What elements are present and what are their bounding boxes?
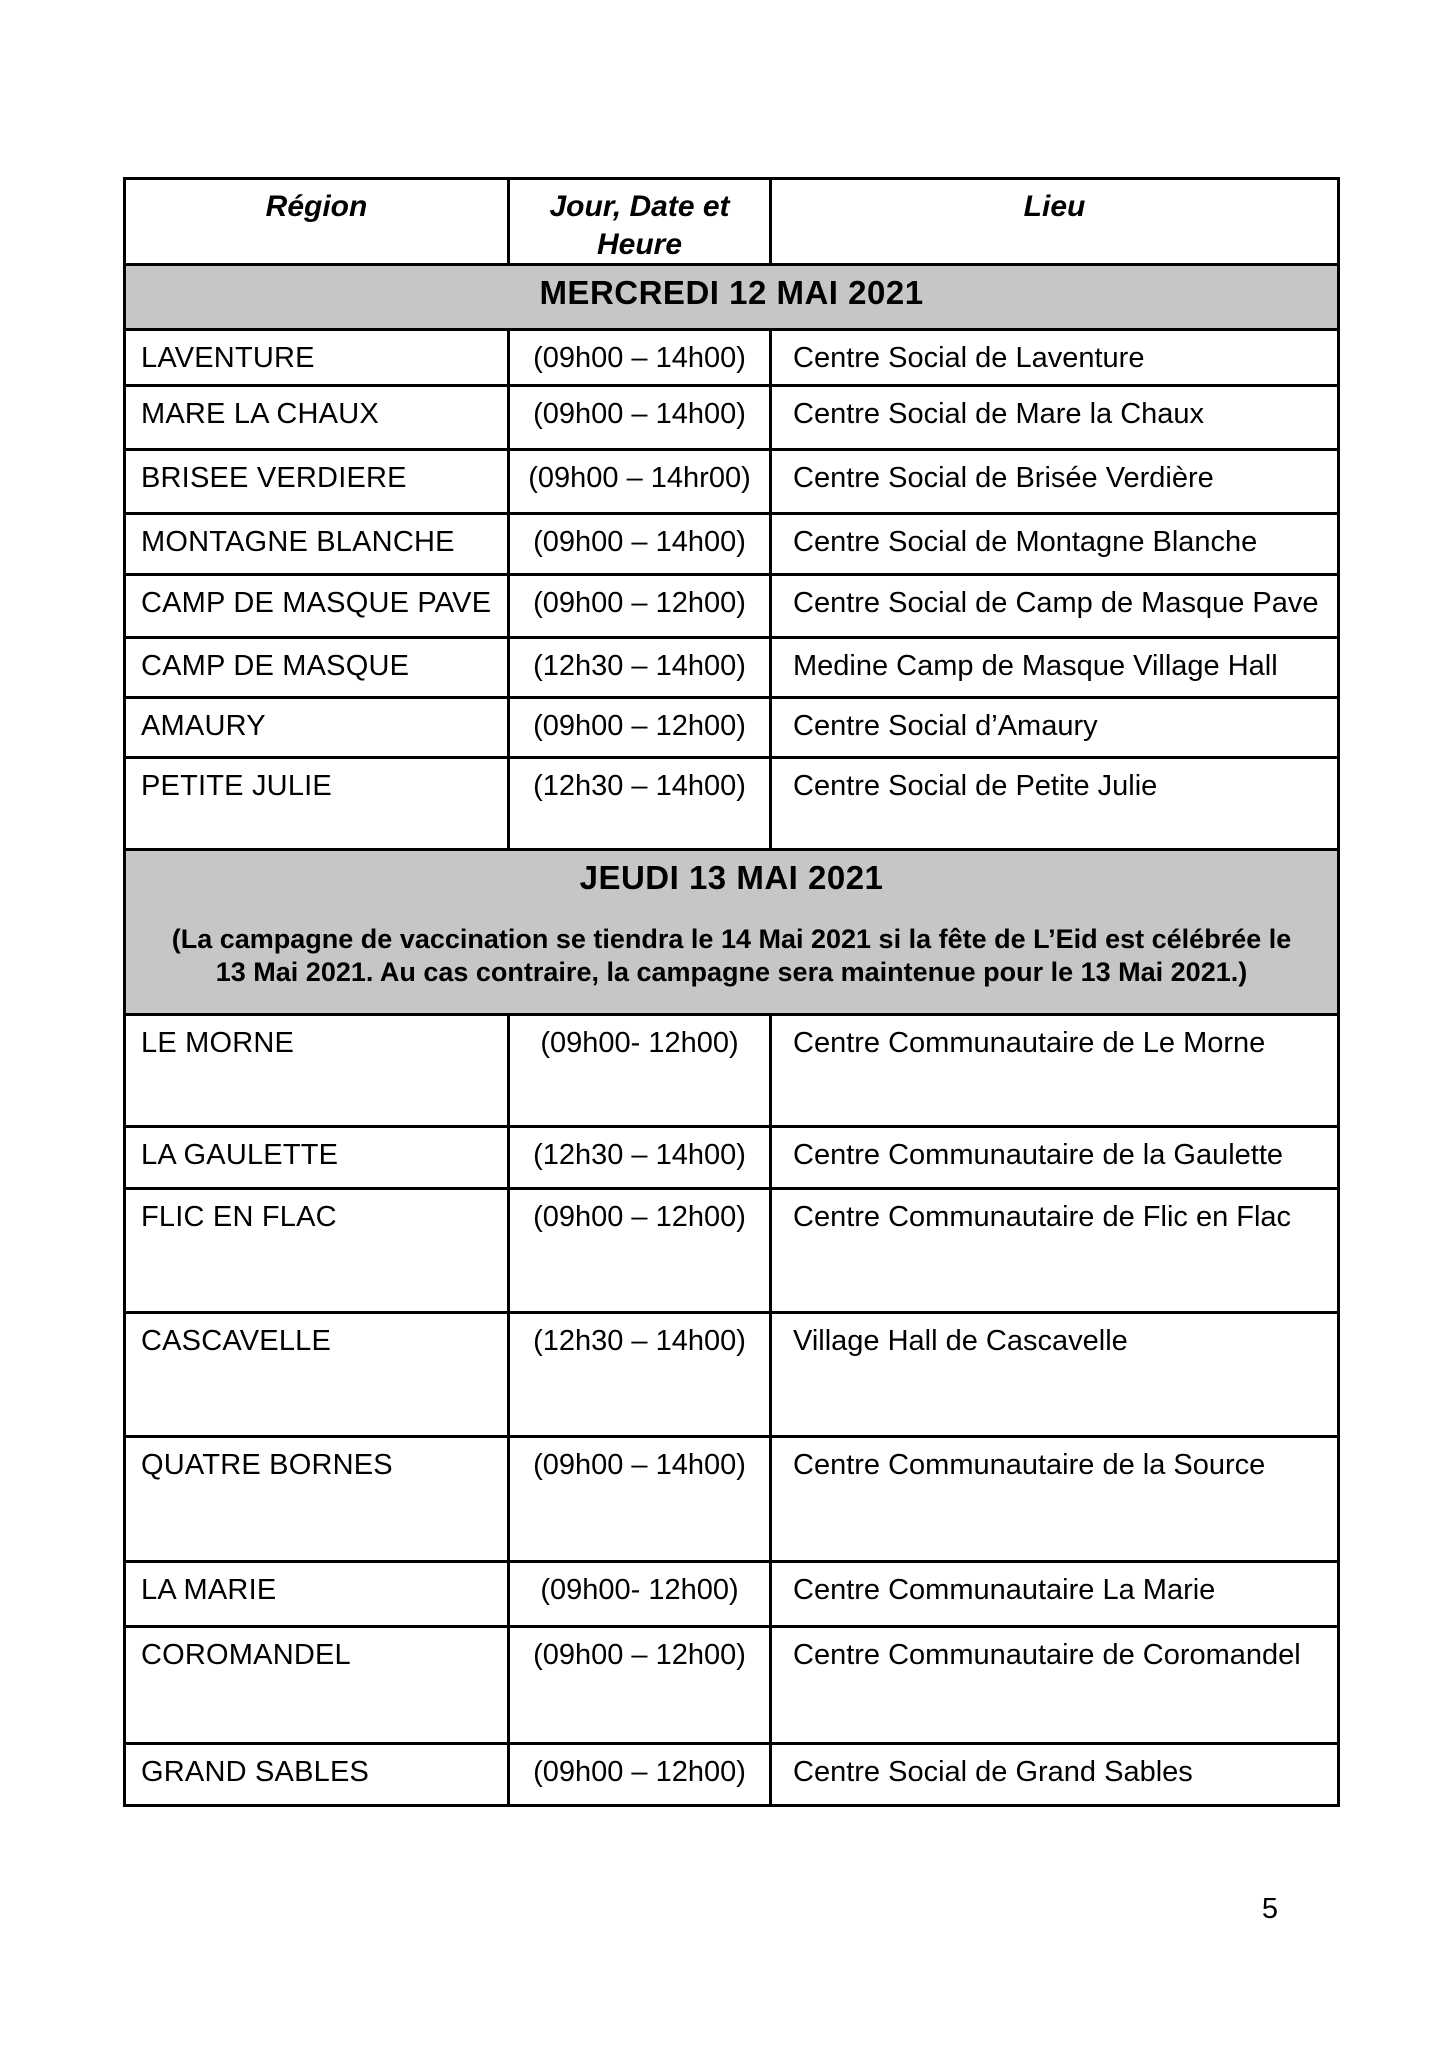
region-cell: COROMANDEL [125, 1627, 509, 1744]
location-cell: Centre Social de Montagne Blanche [771, 514, 1339, 575]
day-banner-row [125, 850, 1339, 1015]
region-cell: LA GAULETTE [125, 1127, 509, 1189]
region-cell: CAMP DE MASQUE [125, 638, 509, 698]
time-cell: (09h00 – 14h00) [509, 330, 771, 386]
time-cell: (09h00 – 12h00) [509, 575, 771, 638]
time-cell: (12h30 – 14h00) [509, 638, 771, 698]
location-cell: Centre Social de Mare la Chaux [771, 386, 1339, 450]
day-banner [125, 265, 1339, 330]
location-cell: Centre Social de Grand Sables [771, 1744, 1339, 1806]
time-cell: (09h00 – 12h00) [509, 698, 771, 758]
schedule-row [125, 330, 1339, 386]
location-cell: Centre Communautaire de Coromandel [771, 1627, 1339, 1744]
vaccination-schedule-table [123, 177, 1340, 1807]
region-cell: CASCAVELLE [125, 1313, 509, 1437]
location-cell: Medine Camp de Masque Village Hall [771, 638, 1339, 698]
day-banner [125, 850, 1339, 1015]
day-banner-title: MERCREDI 12 MAI 2021 [539, 274, 924, 311]
region-cell: PETITE JULIE [125, 758, 509, 850]
time-cell: (12h30 – 14h00) [509, 1313, 771, 1437]
location-cell: Centre Communautaire de la Source [771, 1437, 1339, 1562]
schedule-row [125, 1562, 1339, 1627]
region-cell: AMAURY [125, 698, 509, 758]
region-cell: LE MORNE [125, 1015, 509, 1127]
day-banner-note: (La campagne de vaccination se tiendra le 14 Mai 2021 si la fête de L’Eid est célébrée le 13 Mai 2021. Au cas contraire, la campagne sera maintenue pour le 13 Mai 2021.) [171, 924, 1292, 987]
day-banner-row [125, 265, 1339, 330]
location-cell: Centre Communautaire La Marie [771, 1562, 1339, 1627]
column-header-date-time: Jour, Date et Heure [509, 179, 771, 265]
region-cell: LAVENTURE [125, 330, 509, 386]
region-cell: CAMP DE MASQUE PAVE [125, 575, 509, 638]
region-cell: FLIC EN FLAC [125, 1189, 509, 1313]
column-header-region: Région [125, 179, 509, 265]
time-cell: (09h00 – 14hr00) [509, 450, 771, 514]
location-cell: Centre Communautaire de la Gaulette [771, 1127, 1339, 1189]
time-cell: (09h00 – 14h00) [509, 1437, 771, 1562]
page-number: 5 [1261, 1893, 1278, 1925]
location-cell: Centre Communautaire de Flic en Flac [771, 1189, 1339, 1313]
time-cell: (09h00 – 14h00) [509, 514, 771, 575]
region-cell: BRISEE VERDIERE [125, 450, 509, 514]
schedule-row [125, 1313, 1339, 1437]
time-cell: (09h00 – 14h00) [509, 386, 771, 450]
schedule-row [125, 758, 1339, 850]
schedule-row [125, 575, 1339, 638]
time-cell: (09h00- 12h00) [509, 1015, 771, 1127]
location-cell: Centre Social de Petite Julie [771, 758, 1339, 850]
region-cell: LA MARIE [125, 1562, 509, 1627]
region-cell: QUATRE BORNES [125, 1437, 509, 1562]
location-cell: Centre Social d’Amaury [771, 698, 1339, 758]
location-cell: Centre Social de Camp de Masque Pave [771, 575, 1339, 638]
time-cell: (09h00 – 12h00) [509, 1189, 771, 1313]
schedule-row [125, 1189, 1339, 1313]
column-header-location: Lieu [771, 179, 1339, 265]
schedule-row [125, 1627, 1339, 1744]
region-cell: MONTAGNE BLANCHE [125, 514, 509, 575]
schedule-row [125, 1744, 1339, 1806]
schedule-row [125, 450, 1339, 514]
table-header-row [125, 179, 1339, 265]
schedule-row [125, 698, 1339, 758]
schedule-row [125, 514, 1339, 575]
schedule-row [125, 638, 1339, 698]
location-cell: Centre Communautaire de Le Morne [771, 1015, 1339, 1127]
schedule-row [125, 1127, 1339, 1189]
schedule-body [125, 265, 1339, 1806]
schedule-row [125, 386, 1339, 450]
region-cell: GRAND SABLES [125, 1744, 509, 1806]
location-cell: Centre Social de Brisée Verdière [771, 450, 1339, 514]
day-banner-title: JEUDI 13 MAI 2021 [579, 859, 884, 896]
schedule-row [125, 1437, 1339, 1562]
region-cell: MARE LA CHAUX [125, 386, 509, 450]
location-cell: Centre Social de Laventure [771, 330, 1339, 386]
time-cell: (12h30 – 14h00) [509, 1127, 771, 1189]
time-cell: (09h00- 12h00) [509, 1562, 771, 1627]
time-cell: (09h00 – 12h00) [509, 1627, 771, 1744]
schedule-row [125, 1015, 1339, 1127]
location-cell: Village Hall de Cascavelle [771, 1313, 1339, 1437]
time-cell: (12h30 – 14h00) [509, 758, 771, 850]
time-cell: (09h00 – 12h00) [509, 1744, 771, 1806]
